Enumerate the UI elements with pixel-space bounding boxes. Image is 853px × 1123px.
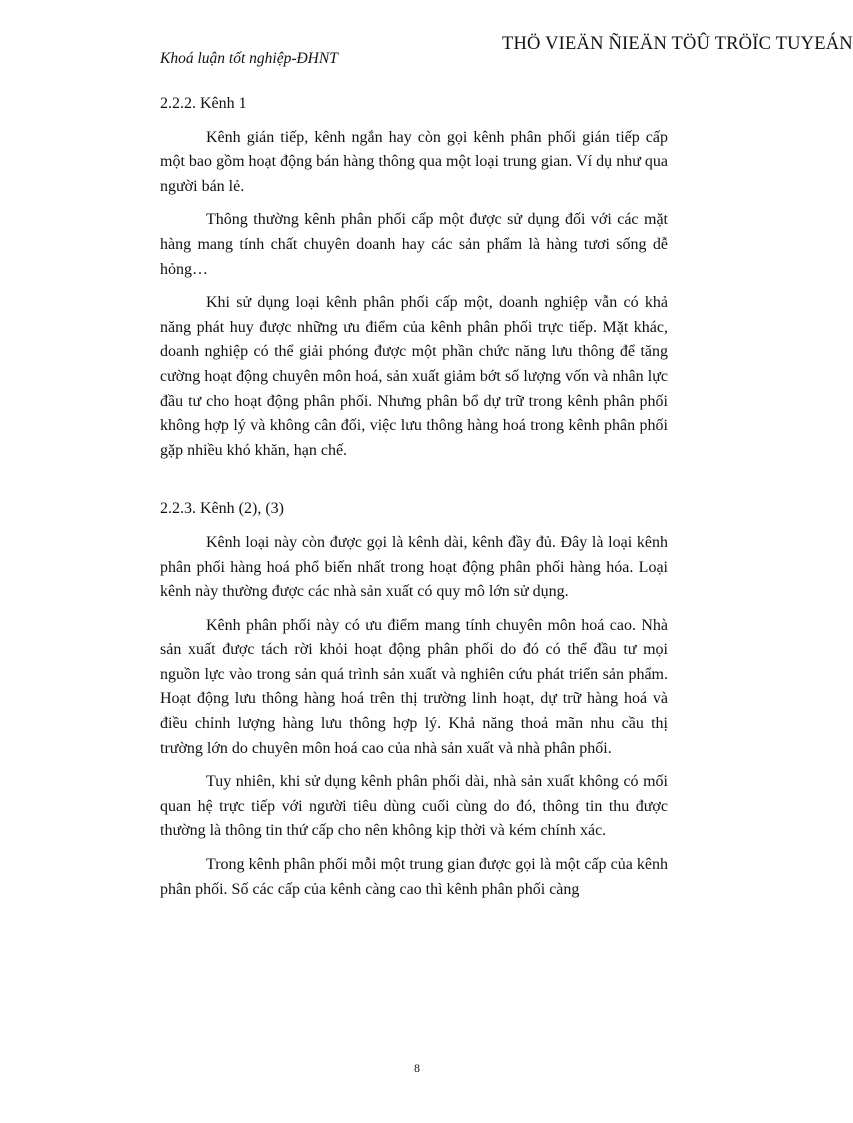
page-number: 8 bbox=[414, 1061, 420, 1075]
watermark-text: THÖ VIEÄN ÑIEÄN TÖÛ TRÖÏC TUYEÁN bbox=[502, 34, 853, 54]
running-head: Khoá luận tốt nghiệp-ĐHNT bbox=[160, 50, 338, 67]
section-2-2-3 bbox=[160, 497, 668, 902]
section-2-2-2 bbox=[160, 92, 668, 463]
paragraph: Kênh loại này còn được gọi là kênh dài, kênh đầy đủ. Đây là loại kênh phân phối hàng hoá phổ biến nhất trong hoạt động phân phối hàng hóa. Loại kênh này thường được các nhà sản xuất có quy mô lớn sử dụng. bbox=[160, 533, 668, 601]
section-heading: 2.2.3. Kênh (2), (3) bbox=[160, 500, 284, 518]
paragraph: Kênh gián tiếp, kênh ngắn hay còn gọi kênh phân phối gián tiếp cấp một bao gồm hoạt động bán hàng thông qua một loại trung gian. Ví dụ như qua người bán lẻ. bbox=[160, 128, 668, 195]
paragraph: Kênh phân phối này có ưu điểm mang tính chuyên môn hoá cao. Nhà sản xuất được tách rời khỏi hoạt động phân phối do đó có thể đầu tư mọi nguồn lực vào trong sản quá trình sản xuất và nghiên cứu phát triển sản phẩm. Hoạt động lưu thông hàng hoá trên thị trường linh hoạt, dự trữ hàng hoá và điều chỉnh lượng hàng lưu thông hợp lý. Khả năng thoả mãn nhu cầu thị trường lớn do chuyên môn hoá cao của nhà sản xuất và nhà phân phối. bbox=[160, 616, 668, 757]
section-heading: 2.2.2. Kênh 1 bbox=[160, 95, 247, 112]
paragraph: Trong kênh phân phối mỗi một trung gian được gọi là một cấp của kênh phân phối. Số các cấp của kênh càng cao thì kênh phân phối càng bbox=[160, 856, 668, 898]
paragraph: Tuy nhiên, khi sử dụng kênh phân phối dài, nhà sản xuất không có mối quan hệ trực tiếp với người tiêu dùng cuối cùng do đó, thông tin thu được thường là thông tin thứ cấp cho nên không kịp thời và kém chính xác. bbox=[160, 773, 668, 840]
paragraph: Thông thường kênh phân phối cấp một được sử dụng đối với các mặt hàng mang tính chất chuyên doanh hay các sản phẩm là hàng tươi sống dễ hỏng… bbox=[160, 211, 668, 278]
page-body bbox=[160, 92, 668, 902]
paragraph: Khi sử dụng loại kênh phân phối cấp một, doanh nghiệp vẫn có khả năng phát huy được những ưu điểm của kênh phân phối trực tiếp. Mặt khác, doanh nghiệp có thể giải phóng được một phần chức năng lưu thông để tăng cường hoạt động chuyên môn hoá, sản xuất giảm bớt số lượng vốn và nhân lực đầu tư cho hoạt động phân phối. Nhưng phân bổ dự trữ trong kênh phân phối không hợp lý và không cân đối, việc lưu thông hàng hoá trong kênh phân phối gặp nhiều khó khăn, hạn chế. bbox=[160, 294, 668, 459]
